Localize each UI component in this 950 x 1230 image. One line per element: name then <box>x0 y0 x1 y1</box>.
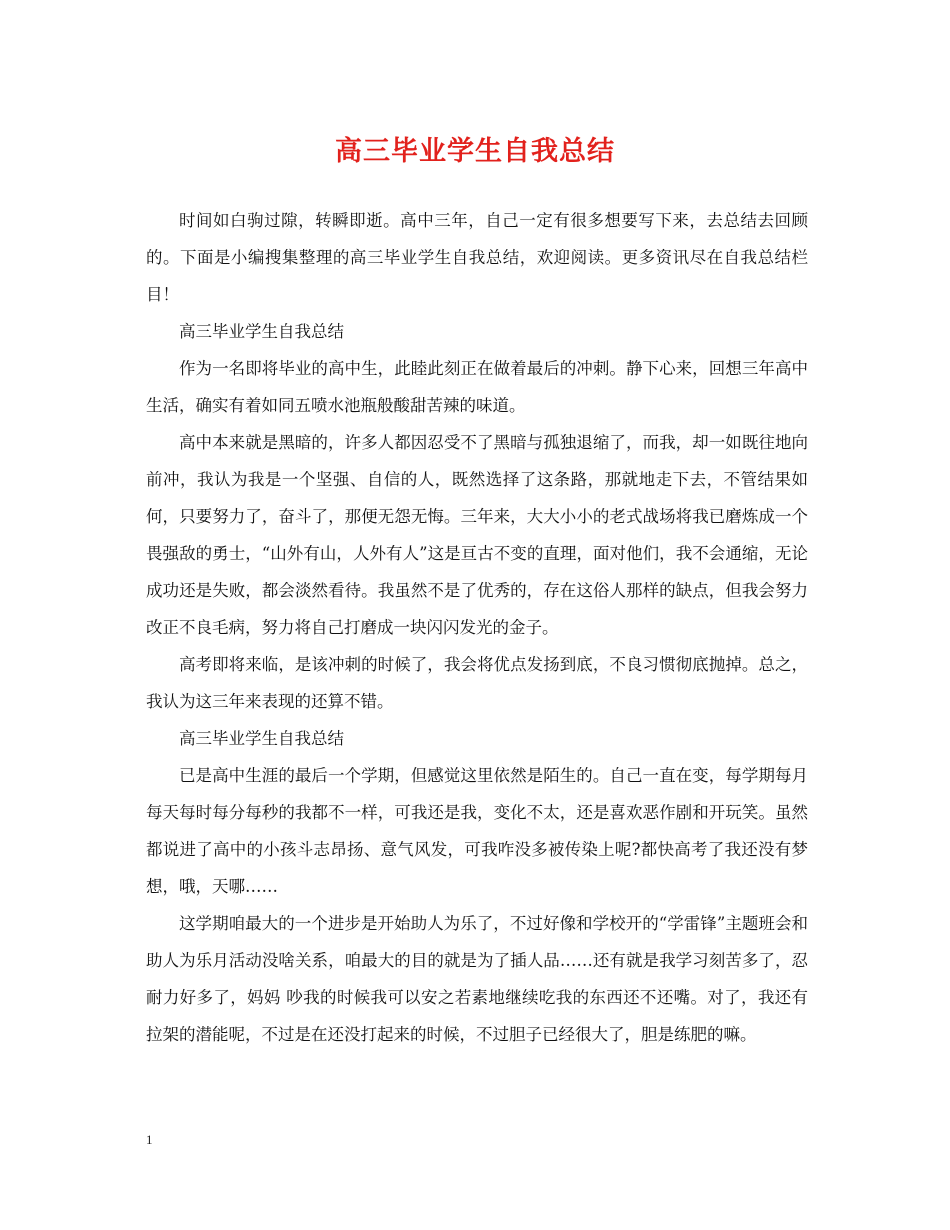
page-number: 1 <box>146 1132 153 1147</box>
body-paragraph: 高考即将来临，是该冲刺的时候了，我会将优点发扬到底，不良习惯彻底抛掉。总之，我认为这三年来表现的还算不错。 <box>146 655 808 711</box>
document-title: 高三毕业学生自我总结 <box>335 136 615 167</box>
body-paragraph: 高中本来就是黑暗的，许多人都因忍受不了黑暗与孤独退缩了，而我，却一如既往地向前冲，我认为我是一个坚强、自信的人，既然选择了这条路，那就地走下去，不管结果如何，只要努力了，奋斗了，那便无怨无悔。三年来，大大小小的老式战场将我已磨炼成一个畏强敌的勇士，“山外有山，人外有人”这是亘古不变的直理，面对他们，我不会通缩，无论成功还是失败，都会淡然看待。我虽然不是了优秀的，存在这俗人那样的缺点，但我会努力改正不良毛病，努力将自己打磨成一块闪闪发光的金子。 <box>146 433 808 637</box>
section-heading: 高三毕业学生自我总结 <box>179 322 344 341</box>
body-paragraph: 这学期咱最大的一个进步是开始助人为乐了，不过好像和学校开的“学雷锋”主题班会和助人为乐月活动没啥关系，咱最大的目的就是为了插人品……还有就是我学习刻苦多了，忍耐力好多了，妈妈 吵我的时候我可以安之若素地继续吃我的东西还不还嘴。对了，我还有拉架的潜能呢，不过是在还没打起来的时候，不过胆子已经很大了，胆是练肥的嘛。 <box>146 914 808 1044</box>
document-body <box>146 202 808 1053</box>
section-heading: 高三毕业学生自我总结 <box>179 729 344 748</box>
body-paragraph: 作为一名即将毕业的高中生，此睦此刻正在做着最后的冲刺。静下心来，回想三年高中生活，确实有着如同五喷水池瓶般酸甜苦辣的味道。 <box>146 359 808 415</box>
body-paragraph: 已是高中生涯的最后一个学期，但感觉这里依然是陌生的。自己一直在变，每学期每月每天每时每分每秒的我都不一样，可我还是我，变化不太，还是喜欢恶作剧和开玩笑。虽然都说进了高中的小孩斗志昂扬、意气风发，可我咋没多被传染上呢?都快高考了我还没有梦想，哦，天哪…… <box>146 766 808 896</box>
intro-paragraph: 时间如白驹过隙，转瞬即逝。高中三年，自己一定有很多想要写下来，去总结去回顾的。下面是小编搜集整理的高三毕业学生自我总结，欢迎阅读。更多资讯尽在自我总结栏目！ <box>146 211 808 304</box>
